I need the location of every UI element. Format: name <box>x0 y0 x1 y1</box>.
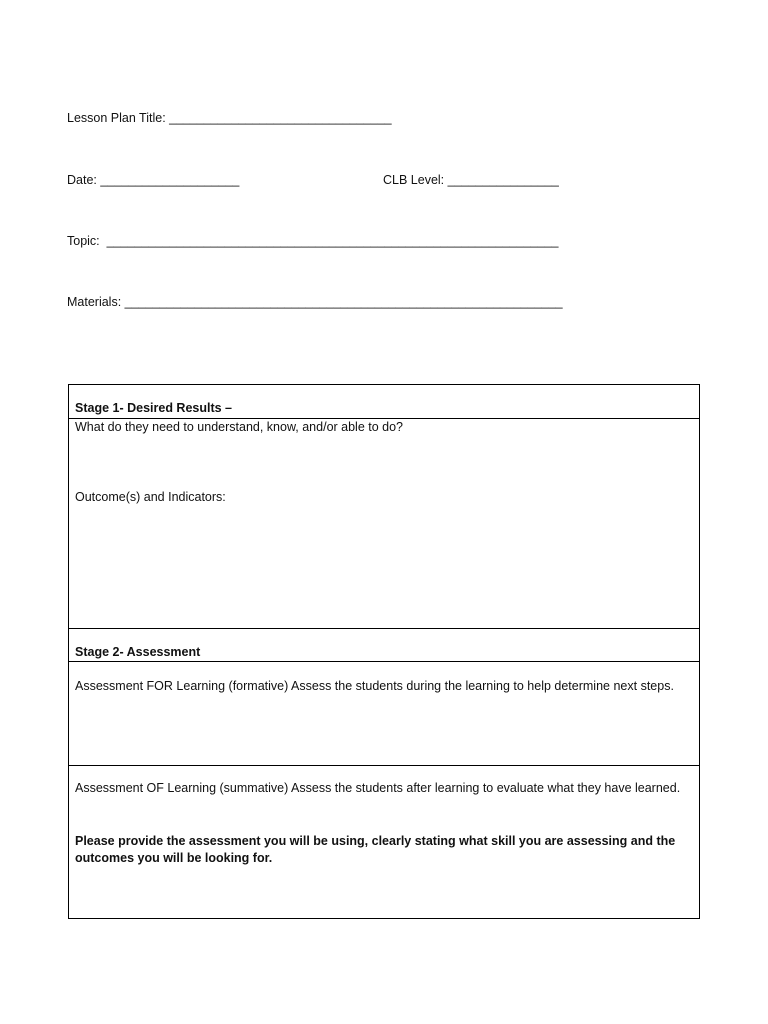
clb-level-field: CLB Level: ________________ <box>383 173 559 187</box>
stage2-heading-row <box>69 629 699 662</box>
outcomes-label: Outcome(s) and Indicators: <box>75 490 226 504</box>
topic-field: Topic: _________________________________________________________________ <box>67 234 559 248</box>
date-field: Date: ____________________ <box>67 173 240 187</box>
lesson-plan-title-field: Lesson Plan Title: ________________________________ <box>67 111 392 125</box>
materials-field: Materials: _______________________________________________________________ <box>67 295 563 309</box>
stage2-heading: Stage 2- Assessment <box>75 645 201 659</box>
lesson-plan-table <box>68 384 700 919</box>
formative-row <box>69 662 699 766</box>
formative-text: Assessment FOR Learning (formative) Assess the students during the learning to help determine next steps. <box>75 679 674 693</box>
assessment-instruction: Please provide the assessment you will be using, clearly stating what skill you are assessing and the outcomes you will be looking for. <box>75 834 676 865</box>
summative-row <box>69 766 699 919</box>
summative-text: Assessment OF Learning (summative) Assess the students after learning to evaluate what they have learned. <box>75 781 681 795</box>
stage1-heading: Stage 1- Desired Results – <box>75 401 233 415</box>
stage1-heading-row <box>69 385 699 419</box>
stage1-question: What do they need to understand, know, and/or able to do? <box>75 420 404 434</box>
stage1-content-row <box>69 419 699 629</box>
